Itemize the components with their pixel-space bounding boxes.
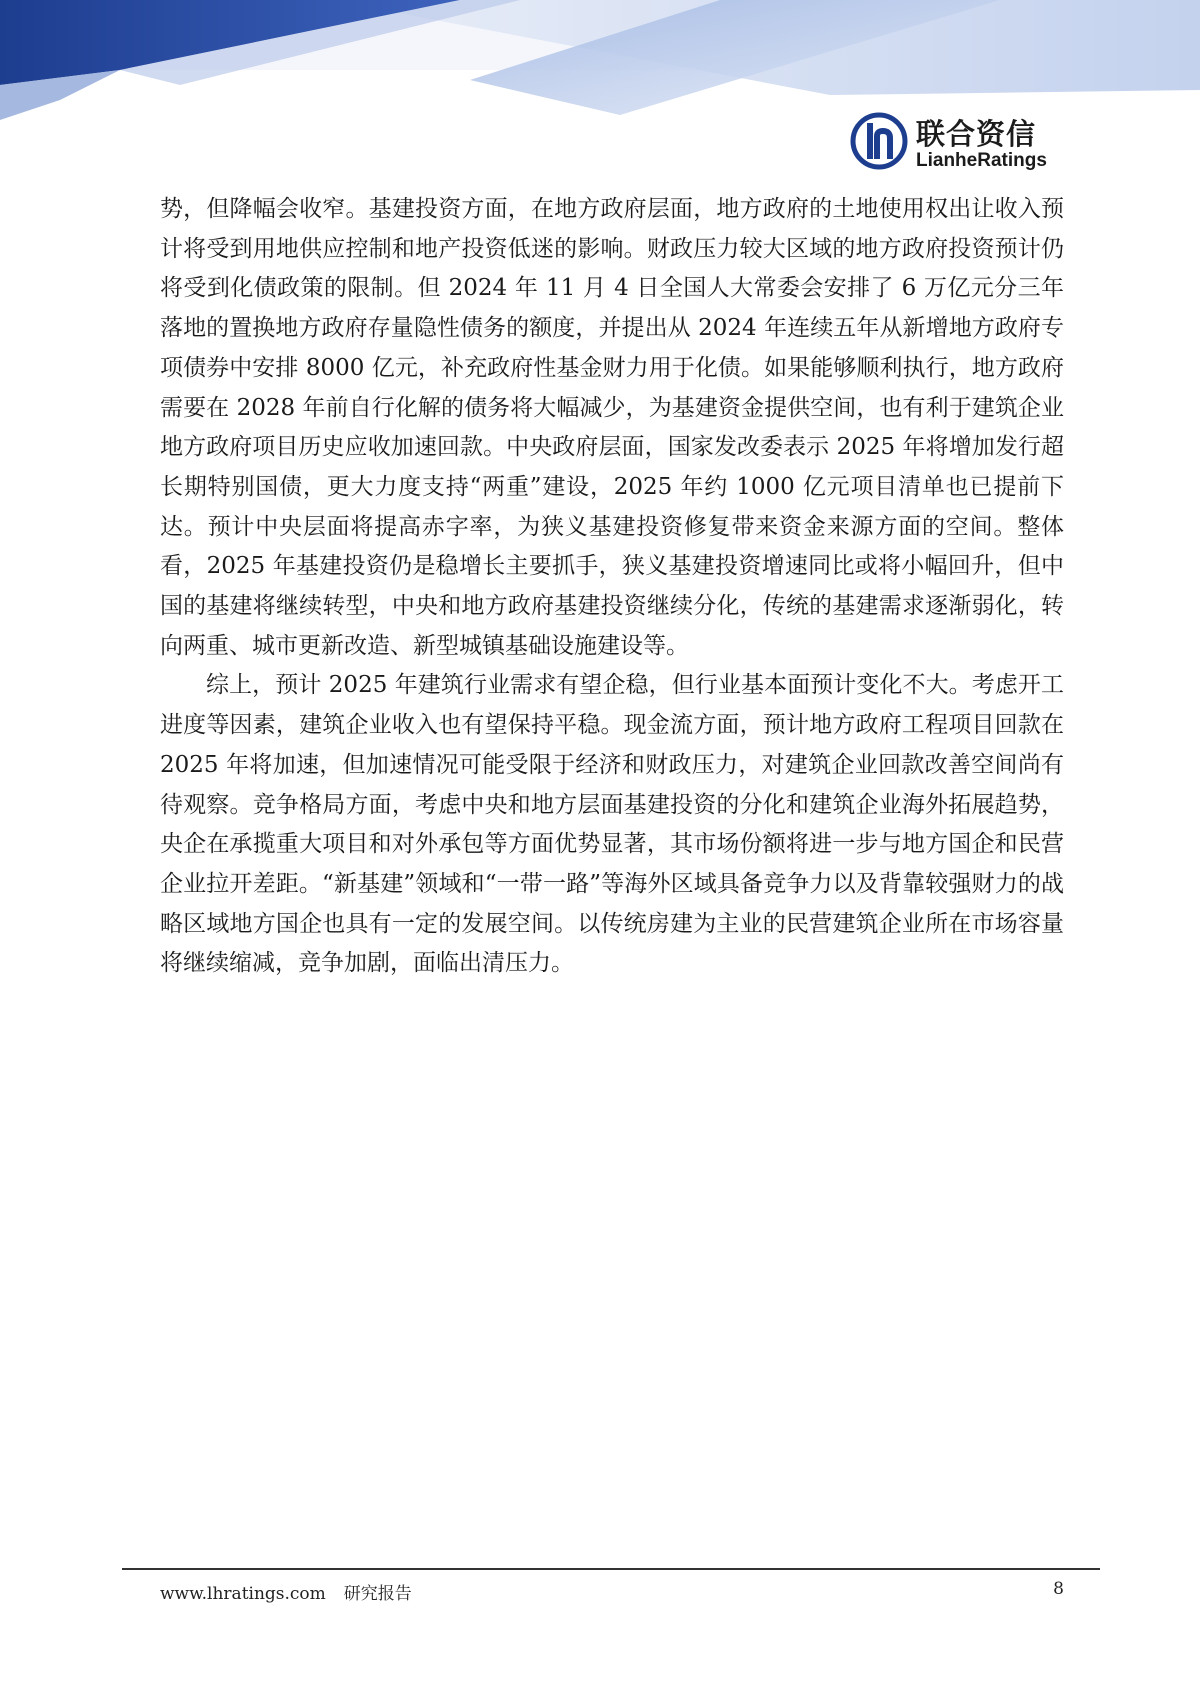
brand-name-en: LianheRatings	[916, 150, 1047, 171]
footer-info	[160, 1579, 430, 1604]
brand-logo	[850, 112, 1070, 174]
body-paragraph: 综上，预计 2025 年建筑行业需求有望企稳，但行业基本面预计变化不大。考虑开工进度等因素，建筑企业收入也有望保持平稳。现金流方面，预计地方政府工程项目回款在 2025 年将加速，但加速情况可能受限于经济和财政压力，对建筑企业回款改善空间尚有待观察。竞争格局方面，考虑中央和地方层面基建投资的分化和建筑企业海外拓展趋势，央企在承揽重大项目和对外承包等方面优势显著，其市场份额将进一步与地方国企和民营企业拉开差距。“新基建”领域和“一带一路”等海外区域具备竞争力以及背靠较强财力的战略区域地方国企也具有一定的发展空间。以传统房建为主业的民营建筑企业所在市场容量将继续缩减，竞争加剧，面临出清压力。	[160, 672, 1064, 977]
brand-name-cn: 联合资信	[916, 117, 1037, 151]
footer-website-link[interactable]: www.lhratings.com	[160, 1584, 326, 1604]
body-paragraph: 势，但降幅会收窄。基建投资方面，在地方政府层面，地方政府的土地使用权出让收入预计将受到用地供应控制和地产投资低迷的影响。财政压力较大区域的地方政府投资预计仍将受到化债政策的限制。但 2024 年 11 月 4 日全国人大常委会安排了 6 万亿元分三年落地的置换地方政府存量隐性债务的额度，并提出从 2024 年连续五年从新增地方政府专项债券中安排 8000 亿元，补充政府性基金财力用于化债。如果能够顺利执行，地方政府需要在 2028 年前自行化解的债务将大幅减少，为基建资金提供空间，也有利于建筑企业地方政府项目历史应收加速回款。中央政府层面，国家发改委表示 2025 年将增加发行超长期特别国债，更大力度支持“两重”建设，2025 年约 1000 亿元项目清单也已提前下达。预计中央层面将提高赤字率，为狭义基建投资修复带来资金来源方面的空间。整体看，2025 年基建投资仍是稳增长主要抓手，狭义基建投资增速同比或将小幅回升，但中国的基建将继续转型，中央和地方政府基建投资继续分化，传统的基建需求逐渐弱化，转向两重、城市更新改造、新型城镇基础设施建设等。	[160, 196, 1064, 659]
lianhe-logo-icon	[850, 112, 908, 170]
page-number: 8	[1053, 1579, 1064, 1599]
report-body	[160, 190, 1064, 984]
footer-doc-type: 研究报告	[343, 1584, 412, 1604]
footer-divider	[122, 1568, 1100, 1570]
